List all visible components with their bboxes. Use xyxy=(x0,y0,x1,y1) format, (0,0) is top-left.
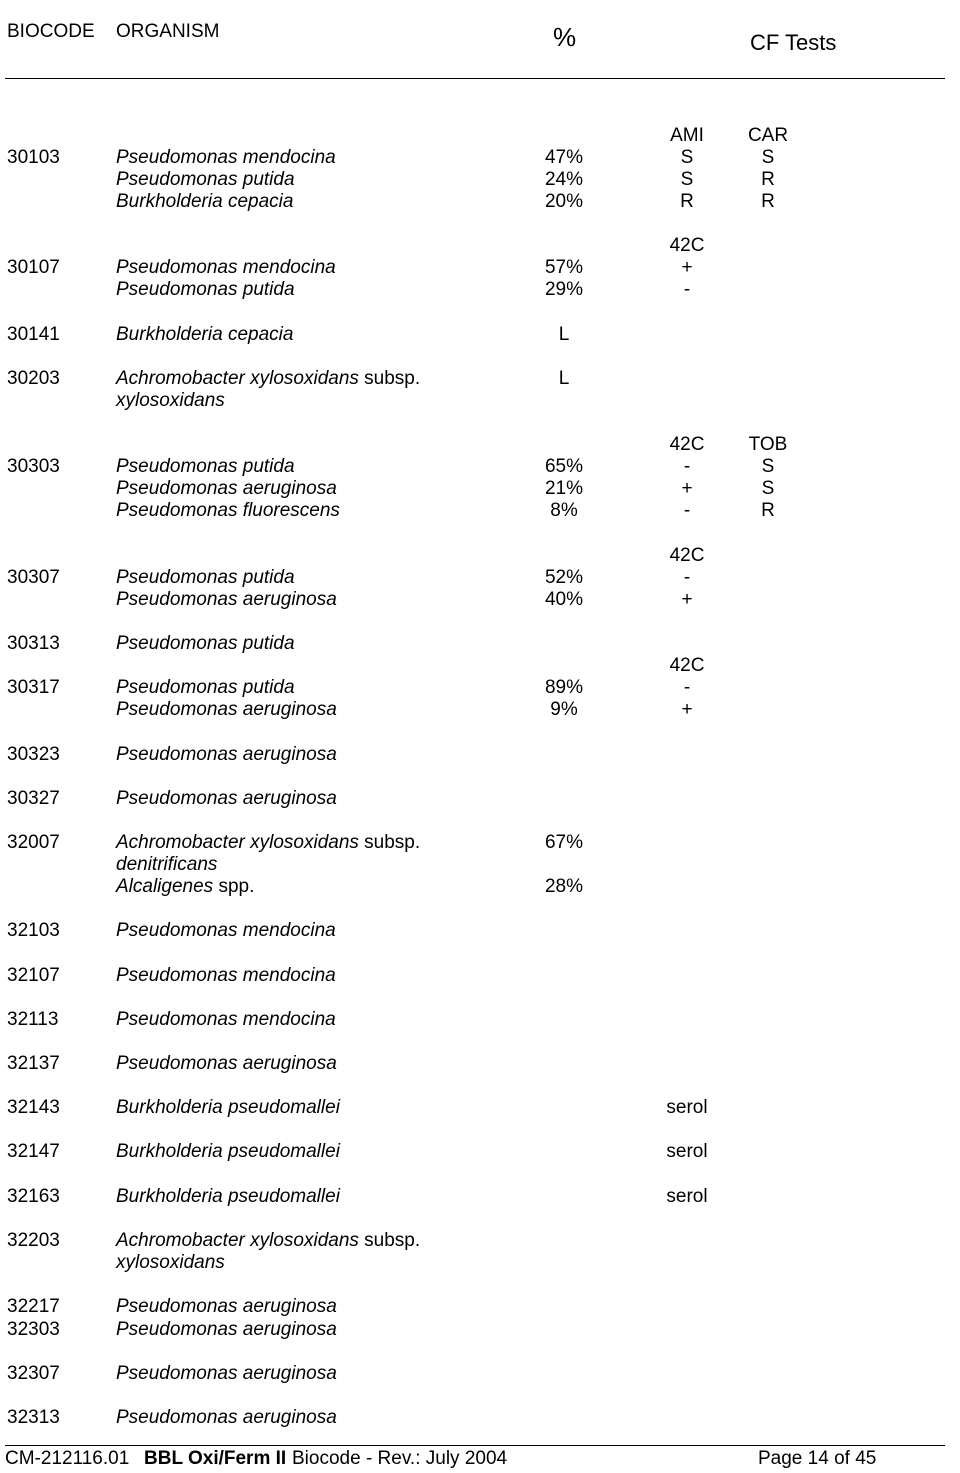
organism-name: Pseudomonas aeruginosa xyxy=(116,699,337,720)
percent-value: 21% xyxy=(544,478,583,499)
organism-name: Burkholderia pseudomallei xyxy=(116,1186,340,1207)
organism-name xyxy=(116,832,420,854)
cf-test-result: + xyxy=(681,478,693,499)
biocode-value: 32217 xyxy=(7,1296,60,1317)
biocode-value: 32303 xyxy=(7,1319,60,1340)
organism-genus-species: Achromobacter xylosoxidans xyxy=(116,1230,359,1251)
organism-name: Burkholderia pseudomallei xyxy=(116,1141,340,1162)
biocode-value: 30313 xyxy=(7,633,60,654)
cf-test-result: S xyxy=(761,147,775,168)
organism-name: Pseudomonas mendocina xyxy=(116,920,336,941)
organism-qualifier: spp. xyxy=(213,876,255,897)
organism-name: Burkholderia pseudomallei xyxy=(116,1097,340,1118)
cf-test-name: 42C xyxy=(669,545,705,566)
organism-name xyxy=(116,1230,420,1252)
organism-name: Pseudomonas putida xyxy=(116,633,295,654)
cf-test-result: R xyxy=(761,191,775,212)
percent-value: 28% xyxy=(544,876,583,897)
biocode-value: 30323 xyxy=(7,744,60,765)
cf-test-result: + xyxy=(681,589,693,610)
percent-value: L xyxy=(558,368,570,389)
organism-name: Burkholderia cepacia xyxy=(116,191,294,212)
organism-name: Pseudomonas aeruginosa xyxy=(116,1296,337,1317)
percent-value: 52% xyxy=(544,567,583,588)
organism-name: Pseudomonas aeruginosa xyxy=(116,1363,337,1384)
organism-name: Pseudomonas aeruginosa xyxy=(116,1407,337,1428)
footer-page-text: Page 14 of 45 xyxy=(758,1448,877,1469)
cf-test-name: 42C xyxy=(669,235,705,256)
organism-name: xylosoxidans xyxy=(116,390,225,411)
cf-test-result: - xyxy=(683,279,691,300)
cf-test-name: 42C xyxy=(669,434,705,455)
cf-test-result: + xyxy=(681,699,693,720)
header-divider xyxy=(5,78,945,79)
biocode-value: 30327 xyxy=(7,788,60,809)
organism-name: Pseudomonas putida xyxy=(116,279,295,300)
percent-value: 9% xyxy=(550,699,578,720)
header-cf-tests: CF Tests xyxy=(750,30,837,55)
cf-test-result: S xyxy=(761,456,775,477)
footer-product-text: BBL Oxi/Ferm II xyxy=(144,1448,287,1469)
cf-test-result: serol xyxy=(666,1141,708,1162)
footer-doc-id xyxy=(5,1448,129,1470)
percent-value: L xyxy=(558,324,570,345)
header-biocode: BIOCODE xyxy=(7,21,95,42)
biocode-value: 32103 xyxy=(7,920,60,941)
cf-test-result: serol xyxy=(666,1186,708,1207)
biocode-value: 30203 xyxy=(7,368,60,389)
biocode-value: 32147 xyxy=(7,1141,60,1162)
organism-name: Pseudomonas fluorescens xyxy=(116,500,340,521)
cf-test-result: R xyxy=(761,169,775,190)
cf-test-result: S xyxy=(680,169,694,190)
organism-name: Pseudomonas putida xyxy=(116,567,295,588)
biocode-value: 32113 xyxy=(7,1009,59,1030)
biocode-value: 30317 xyxy=(7,677,60,698)
organism-name: Pseudomonas aeruginosa xyxy=(116,589,337,610)
footer-product xyxy=(144,1448,286,1470)
footer-title xyxy=(292,1448,507,1470)
footer-doc-id-text: CM-212116.01 xyxy=(5,1448,130,1469)
organism-qualifier: subsp. xyxy=(358,368,421,389)
biocode-value: 32137 xyxy=(7,1053,60,1074)
biocode-value: 30303 xyxy=(7,456,60,477)
organism-name: Pseudomonas aeruginosa xyxy=(116,744,337,765)
organism-name: Pseudomonas putida xyxy=(116,169,295,190)
header-percent: % xyxy=(553,22,577,52)
organism-name: Pseudomonas mendocina xyxy=(116,1009,336,1030)
percent-value: 65% xyxy=(544,456,583,477)
biocode-value: 32163 xyxy=(7,1186,60,1207)
percent-value: 20% xyxy=(544,191,583,212)
organism-name: Pseudomonas aeruginosa xyxy=(116,1319,337,1340)
biocode-value: 30141 xyxy=(7,324,60,345)
organism-name: Pseudomonas aeruginosa xyxy=(116,1053,337,1074)
cf-test-result: - xyxy=(683,500,691,521)
cf-test-name: TOB xyxy=(748,434,788,455)
biocode-value: 30307 xyxy=(7,567,60,588)
percent-value: 40% xyxy=(544,589,583,610)
biocode-value: 32313 xyxy=(7,1407,60,1428)
organism-qualifier: subsp. xyxy=(358,832,421,853)
organism-qualifier: subsp. xyxy=(358,1230,421,1251)
organism-name xyxy=(116,368,420,390)
footer-title-text: Biocode - Rev.: July 2004 xyxy=(292,1448,508,1469)
cf-test-result: serol xyxy=(666,1097,708,1118)
biocode-value: 32307 xyxy=(7,1363,60,1384)
organism-genus-species: Achromobacter xylosoxidans xyxy=(116,368,359,389)
cf-test-result: R xyxy=(761,500,775,521)
cf-test-result: + xyxy=(681,257,693,278)
biocode-value: 32203 xyxy=(7,1230,60,1251)
organism-name: Pseudomonas putida xyxy=(116,677,295,698)
biocode-value: 32007 xyxy=(7,832,60,853)
percent-value: 47% xyxy=(544,147,583,168)
organism-name: denitrificans xyxy=(116,854,218,875)
biocode-value: 30103 xyxy=(7,147,60,168)
footer-page xyxy=(758,1448,876,1470)
organism-name: Pseudomonas putida xyxy=(116,456,295,477)
organism-name: Pseudomonas mendocina xyxy=(116,147,336,168)
footer-divider xyxy=(5,1445,945,1446)
organism-name: Pseudomonas aeruginosa xyxy=(116,788,337,809)
organism-name: xylosoxidans xyxy=(116,1252,225,1273)
percent-value: 67% xyxy=(544,832,583,853)
biocode-value: 32107 xyxy=(7,965,60,986)
cf-test-name: CAR xyxy=(747,125,789,146)
organism-name xyxy=(116,876,254,898)
cf-test-result: R xyxy=(680,191,694,212)
percent-value: 57% xyxy=(544,257,583,278)
cf-test-result: - xyxy=(683,677,691,698)
cf-test-name: AMI xyxy=(670,125,704,146)
organism-name: Pseudomonas mendocina xyxy=(116,257,336,278)
header-organism: ORGANISM xyxy=(116,21,220,42)
biocode-value: 30107 xyxy=(7,257,60,278)
organism-name: Pseudomonas aeruginosa xyxy=(116,478,337,499)
percent-value: 24% xyxy=(544,169,583,190)
organism-genus-species: Alcaligenes xyxy=(116,876,214,897)
cf-test-result: - xyxy=(683,456,691,477)
organism-name: Pseudomonas mendocina xyxy=(116,965,336,986)
cf-test-result: S xyxy=(680,147,694,168)
biocode-value: 32143 xyxy=(7,1097,60,1118)
cf-test-result: S xyxy=(761,478,775,499)
organism-genus-species: Achromobacter xylosoxidans xyxy=(116,832,359,853)
cf-test-result: - xyxy=(683,567,691,588)
percent-value: 8% xyxy=(550,500,578,521)
percent-value: 29% xyxy=(544,279,583,300)
cf-test-name: 42C xyxy=(669,655,705,676)
organism-name: Burkholderia cepacia xyxy=(116,324,294,345)
percent-value: 89% xyxy=(544,677,583,698)
